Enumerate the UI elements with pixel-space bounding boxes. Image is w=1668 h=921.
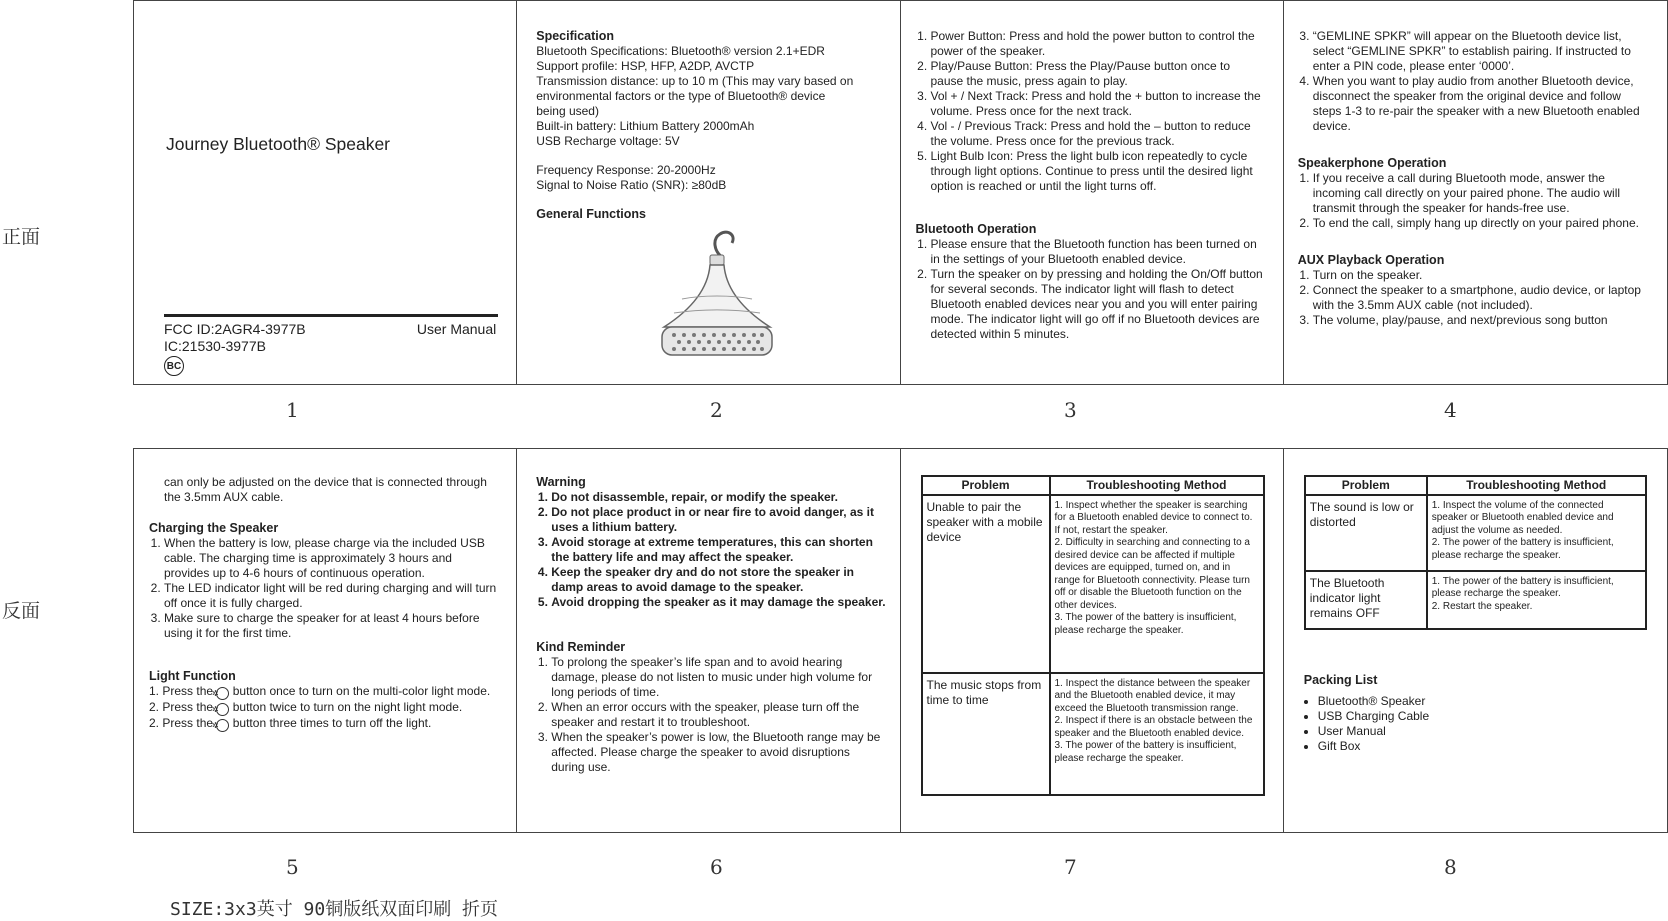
table-row [922, 673, 1264, 795]
list-item: 3. Avoid storage at extreme temperatures, this can shorten the battery life and may affect the speaker. [551, 535, 886, 565]
spec-heading: Specification [536, 29, 615, 43]
list-item: 1. To prolong the speaker’s life span and to avoid hearing damage, please do not listen to music under high volume for long periods of time. [551, 655, 886, 700]
problem-cell: Unable to pair the speaker with a mobile device [922, 495, 1050, 673]
page-number: 1 [286, 398, 299, 422]
list-item: 2. Do not place product in or near fire to avoid danger, as it uses a lithium battery. [551, 505, 886, 535]
cover-panel [134, 1, 517, 384]
page-number: 7 [1064, 855, 1077, 879]
bc-logo: BC [164, 356, 184, 376]
kind-reminder-list [536, 655, 886, 775]
item-text: button three times to turn off the light. [232, 716, 432, 730]
user-manual-label: User Manual [416, 321, 497, 337]
list-item: 2. Turn the speaker on by pressing and holding the On/Off button for several seconds. The indicator light will flash to detect Bluetooth enabled devices near you and you will enter pairing mode. The indicator light will go off if no Bluetooth devices are detected within 5 minutes. [931, 267, 1266, 342]
list-item: 3. When the speaker’s power is low, the Bluetooth range may be affected. Please charge the speaker to avoid disruptions during use. [551, 730, 886, 775]
method-cell [1427, 495, 1646, 571]
light-bulb-icon: ✲ [216, 719, 229, 732]
method-line: 1. Inspect the distance between the speaker and the Bluetooth enabled device, it may exceed the Bluetooth transmission range. [1054, 677, 1251, 714]
cover-divider [164, 314, 498, 317]
list-item: 2. The LED indicator light will be red during charging and will turn off once it is fully charged. [164, 581, 499, 611]
list-item: 1. Please ensure that the Bluetooth function has been turned on in the settings of your Bluetooth enabled device. [931, 237, 1266, 267]
page-number: 6 [710, 855, 723, 879]
speakerphone-list [1298, 171, 1653, 231]
item-number: 2. [149, 716, 160, 730]
list-item: • User Manual [1318, 724, 1604, 739]
bluetooth-continued-panel [1284, 1, 1667, 384]
aux-list [1298, 268, 1653, 328]
list-item: • Bluetooth® Speaker [1318, 694, 1604, 709]
list-item: 4. When you want to play audio from another Bluetooth device, disconnect the speaker from the original device and follow steps 1-3 to re-pair the speaker with a new Bluetooth enabled device. [1313, 74, 1653, 134]
speaker-illustration [652, 229, 782, 364]
problem-cell: The Bluetooth indicator light remains OFF [1305, 571, 1427, 629]
table-header: Problem [1305, 476, 1427, 495]
aux-playback-heading: AUX Playback Operation [1297, 253, 1445, 267]
functions-panel [901, 1, 1284, 384]
method-line: 2. Difficulty in searching and connecting to a desired device can be affected if multiple devices are equipped, turned on, and in range for Bluetooth connectivity. Please turn off or disable the Bluetooth function on the other devices. [1054, 537, 1250, 611]
table-row [922, 495, 1264, 673]
light-list [149, 684, 499, 732]
spec-line: Bluetooth Specifications: Bluetooth® version 2.1+EDR [536, 44, 825, 58]
list-item: 1. Do not disassemble, repair, or modify the speaker. [551, 490, 886, 505]
item-number: 2. [149, 700, 160, 714]
table-row [1305, 571, 1646, 629]
bluetooth-operation-heading: Bluetooth Operation [915, 222, 1037, 236]
warning-list [536, 490, 886, 610]
warning-heading: Warning [536, 475, 586, 489]
list-item: 2. Connect the speaker to a smartphone, audio device, or laptop with the 3.5mm AUX cable (not included). [1313, 283, 1653, 313]
speakerphone-heading: Speakerphone Operation [1297, 156, 1447, 170]
table-header: Problem [922, 476, 1050, 495]
page-number: 2 [710, 398, 723, 422]
page-number: 4 [1444, 398, 1457, 422]
bluetooth-list-continued [1298, 29, 1653, 134]
list-item [149, 684, 499, 700]
item-text: Press the [162, 716, 214, 730]
ic-id: IC:21530-3977B [164, 338, 266, 354]
charging-list [149, 536, 499, 641]
method-cell [1050, 495, 1264, 673]
list-item: 2. Play/Pause Button: Press the Play/Pause button once to pause the music, press again to play. [931, 59, 1266, 89]
problem-cell: The sound is low or distorted [1305, 495, 1427, 571]
list-item: • Gift Box [1318, 739, 1604, 754]
table-header: Troubleshooting Method [1050, 476, 1264, 495]
spec-line: environmental factors or the type of Bluetooth® device [536, 89, 826, 103]
spec-block [536, 29, 886, 222]
method-line: 1. Inspect the volume of the connected speaker or Bluetooth enabled device and adjust the volume as needed. [1431, 499, 1614, 536]
item-number: 1. [149, 684, 160, 698]
light-bulb-icon: ✲ [216, 703, 229, 716]
functions-list [916, 29, 1266, 194]
item-text: Press the [162, 700, 214, 714]
bluetooth-list [916, 237, 1266, 342]
page-number: 5 [286, 855, 299, 879]
spec-line: being used) [536, 104, 599, 118]
charging-panel [134, 449, 517, 832]
spec-line: USB Recharge voltage: 5V [536, 134, 680, 148]
method-line: 3. The power of the battery is insufficient, please recharge the speaker. [1054, 740, 1237, 764]
list-item: 1. Power Button: Press and hold the power button to control the power of the speaker. [931, 29, 1266, 59]
table-row [1305, 495, 1646, 571]
list-item: 1. If you receive a call during Bluetooth mode, answer the incoming call directly on your paired phone. The audio will transmit through the speaker for hands-free use. [1313, 171, 1653, 216]
table-header: Troubleshooting Method [1427, 476, 1646, 495]
method-line: 1. Inspect whether the speaker is searching for a Bluetooth enabled device to connect to. If not, restart the speaker. [1054, 499, 1253, 536]
troubleshooting-panel-2 [1284, 449, 1667, 832]
print-size-note: SIZE:3x3英寸 90铜版纸双面印刷 折页 [170, 899, 499, 920]
page-number: 3 [1064, 398, 1077, 422]
troubleshooting-panel-1 [901, 449, 1284, 832]
charging-heading: Charging the Speaker [149, 521, 279, 535]
warning-panel [517, 449, 900, 832]
list-item: 5. Avoid dropping the speaker as it may damage the speaker. [551, 595, 886, 610]
item-text: button once to turn on the multi-color light mode. [232, 684, 491, 698]
spec-line: Signal to Noise Ratio (SNR): ≥80dB [536, 178, 727, 192]
list-item: • USB Charging Cable [1318, 709, 1604, 724]
kind-reminder-heading: Kind Reminder [536, 640, 626, 654]
list-item: 2. When an error occurs with the speaker, please turn off the speaker and restart it to troubleshoot. [551, 700, 886, 730]
list-item: 1. When the battery is low, please charge via the included USB cable. The charging time is approximately 3 hours and provides up to 4-6 hours of continuous operation. [164, 536, 499, 581]
list-item: 3. Vol + / Next Track: Press and hold the + button to increase the volume. Press once for the next track. [931, 89, 1266, 119]
product-title: Journey Bluetooth® Speaker [166, 134, 391, 154]
front-side-label: 正面 [2, 226, 41, 248]
functions-block [916, 29, 1266, 342]
list-item: 3. The volume, play/pause, and next/previous song button [1313, 313, 1653, 328]
method-line: 2. The power of the battery is insufficient, please recharge the speaker. [1431, 537, 1614, 561]
panel4-block [1298, 29, 1653, 328]
panel5-block [149, 475, 499, 732]
spec-line: Support profile: HSP, HFP, A2DP, AVCTP [536, 59, 755, 73]
spec-line: Built-in battery: Lithium Battery 2000mAh [536, 119, 755, 133]
general-functions-heading: General Functions [536, 207, 646, 221]
front-sheet [133, 0, 1668, 385]
light-bulb-icon: ✲ [216, 687, 229, 700]
packing-list-block [1304, 673, 1604, 754]
list-item: 4. Keep the speaker dry and do not store the speaker in damp areas to avoid damage to the speaker. [551, 565, 886, 595]
list-item: 1. Turn on the speaker. [1313, 268, 1653, 283]
list-item: 3. “GEMLINE SPKR” will appear on the Bluetooth device list, select “GEMLINE SPKR” to establish pairing. If instructed to enter a PIN code, please enter ‘0000’. [1313, 29, 1653, 74]
method-line: 1. The power of the battery is insufficient, please recharge the speaker. [1431, 575, 1614, 599]
item-text: Press the [162, 684, 214, 698]
back-sheet [133, 448, 1668, 833]
item-text: button twice to turn on the night light mode. [232, 700, 463, 714]
spec-line: Transmission distance: up to 10 m (This may vary based on [536, 74, 854, 88]
cover-ids [164, 321, 306, 355]
aux-continued-text: can only be adjusted on the device that is connected through the 3.5mm AUX cable. [164, 475, 487, 504]
back-side-label: 反面 [2, 600, 41, 622]
specification-panel [517, 1, 900, 384]
list-item: 5. Light Bulb Icon: Press the light bulb icon repeatedly to cycle through light options. Continue to press until the desired light option is reached or until the light turns off. [931, 149, 1266, 194]
list-item [149, 716, 499, 732]
list-item [149, 700, 499, 716]
list-item: 3. Make sure to charge the speaker for at least 4 hours before using it for the first time. [164, 611, 499, 641]
troubleshooting-table-2 [1304, 475, 1647, 630]
method-line: 3. The power of the battery is insufficient, please recharge the speaker. [1054, 612, 1237, 636]
method-cell [1427, 571, 1646, 629]
page-number: 8 [1444, 855, 1457, 879]
spec-line: Frequency Response: 20-2000Hz [536, 163, 716, 177]
packing-list [1304, 694, 1604, 754]
light-function-heading: Light Function [149, 669, 236, 683]
troubleshooting-table-1 [921, 475, 1265, 796]
list-item: 2. To end the call, simply hang up directly on your paired phone. [1313, 216, 1653, 231]
list-item: 4. Vol - / Previous Track: Press and hold the – button to reduce the volume. Press once for the previous track. [931, 119, 1266, 149]
method-line: 2. Restart the speaker. [1431, 600, 1533, 612]
problem-cell: The music stops from time to time [922, 673, 1050, 795]
fcc-id: FCC ID:2AGR4-3977B [164, 321, 306, 337]
panel6-block [536, 475, 886, 775]
method-line: 2. Inspect if there is an obstacle between the speaker and the Bluetooth enabled device. [1054, 715, 1253, 739]
method-cell [1050, 673, 1264, 795]
packing-list-heading: Packing List [1303, 673, 1378, 687]
